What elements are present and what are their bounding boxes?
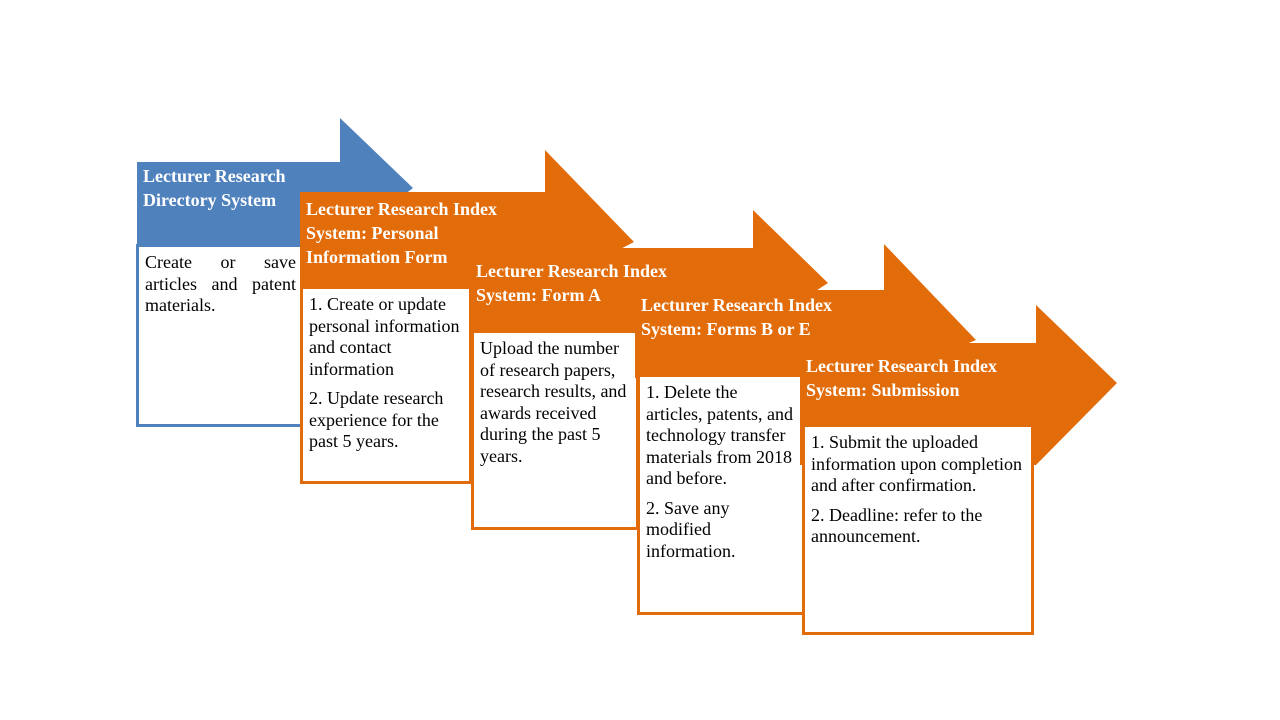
step-4-item-2: 2. Save any modified information.: [646, 497, 736, 561]
step-2-item-2: 2. Update research experience for the past 5 years.: [309, 388, 444, 451]
step-2-title: Lecturer Research Index System: Personal Information Form: [306, 199, 497, 267]
step-4-item-1: 1. Delete the articles, patents, and technology transfer materials from 2018 and before.: [646, 382, 793, 488]
step-5-item-1: 1. Submit the uploaded information upon completion and after confirmation.: [811, 432, 1022, 495]
step-2-box: [300, 286, 472, 484]
step-3-item-1: Upload the number of research papers, research results, and awards received during the past 5 years.: [480, 338, 627, 466]
step-3-title: Lecturer Research Index System: Form A: [476, 261, 667, 305]
step-1-title: Lecturer Research Directory System: [143, 166, 286, 210]
step-1-item-1: Create or save articles and patent materials.: [145, 252, 296, 315]
step-2-item-1: 1. Create or update personal information and contact information: [309, 294, 460, 379]
step-5-item-2: 2. Deadline: refer to the announcement.: [811, 504, 983, 546]
step-4-title: Lecturer Research Index System: Forms B or E: [641, 295, 832, 339]
step-1-box: [136, 244, 303, 427]
step-4-box: [637, 374, 805, 615]
step-5-box: [802, 424, 1034, 635]
step-3-box: [471, 330, 639, 530]
step-5-title: Lecturer Research Index System: Submission: [806, 356, 997, 400]
